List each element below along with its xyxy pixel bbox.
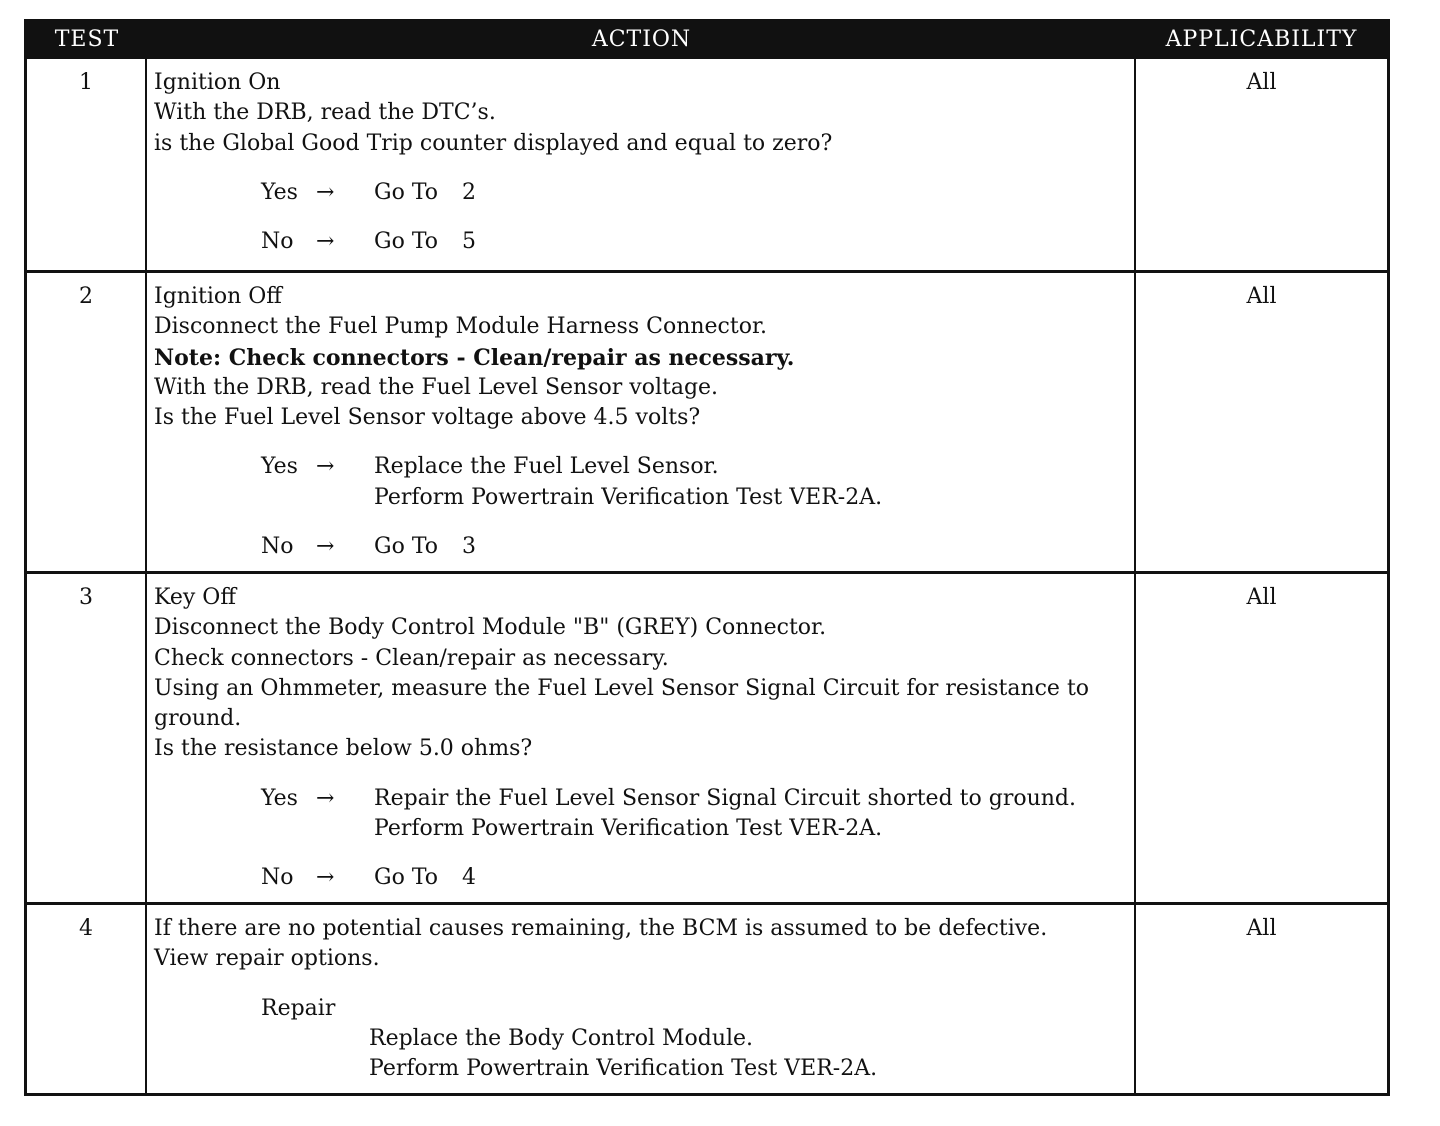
arrow-icon: →	[316, 865, 335, 891]
no-option	[261, 532, 1128, 562]
yes-result: Repair the Fuel Level Sensor Signal Circuit shorted to ground.	[374, 785, 1076, 811]
repair-line: Replace the Body Control Module.	[369, 1025, 754, 1051]
action-line: Is the resistance below 5.0 ohms?	[154, 736, 533, 762]
no-option	[261, 863, 1128, 893]
goto-label: Go To	[374, 179, 439, 205]
header-action: ACTION	[147, 19, 1136, 59]
no-label: No	[261, 534, 294, 560]
yes-result: Perform Powertrain Verification Test VER-2A.	[374, 484, 883, 510]
yes-label: Yes	[261, 454, 298, 480]
no-option	[261, 227, 1128, 257]
arrow-icon: →	[316, 785, 335, 811]
yes-option	[261, 178, 1128, 208]
action-line: Disconnect the Fuel Pump Module Harness Connector.	[154, 314, 768, 340]
action-line: Is the Fuel Level Sensor voltage above 4.5 volts?	[154, 405, 701, 431]
goto-label: Go To	[374, 534, 439, 560]
action-line: Using an Ohmmeter, measure the Fuel Level Sensor Signal Circuit for resistance to ground.	[154, 675, 1090, 732]
yes-result: Perform Powertrain Verification Test VER-2A.	[374, 816, 883, 842]
arrow-icon: →	[316, 229, 335, 255]
diagnostic-test-table	[24, 19, 1390, 1096]
goto-number: 3	[462, 534, 477, 560]
test-number-2: 2	[27, 270, 147, 571]
action-cell-4	[147, 902, 1136, 1093]
arrow-icon: →	[316, 454, 335, 480]
applicability-4: All	[1136, 902, 1387, 1093]
goto-number: 2	[462, 179, 477, 205]
action-cell-2	[147, 270, 1136, 571]
goto-label: Go To	[374, 229, 439, 255]
yes-result: Replace the Fuel Level Sensor.	[374, 454, 719, 480]
action-line: If there are no potential causes remaining, the BCM is assumed to be defective.	[154, 916, 1048, 941]
action-line: Ignition Off	[154, 284, 282, 309]
action-line: Disconnect the Body Control Module "B" (GREY) Connector.	[154, 615, 827, 641]
applicability-1: All	[1246, 70, 1277, 95]
test-number-1: 1	[27, 59, 147, 270]
goto-number: 4	[462, 865, 477, 891]
action-line: View repair options.	[154, 946, 380, 972]
action-line: Check connectors - Clean/repair as necessary.	[154, 645, 669, 671]
action-line: Ignition On	[154, 70, 281, 95]
arrow-icon: →	[316, 534, 335, 560]
goto-label: Go To	[374, 865, 439, 891]
action-line: Key Off	[154, 585, 236, 610]
repair-label: Repair	[261, 995, 336, 1021]
yes-label: Yes	[261, 179, 298, 205]
action-line: With the DRB, read the Fuel Level Sensor voltage.	[154, 374, 719, 400]
yes-label: Yes	[261, 785, 298, 811]
header-applicability: APPLICABILITY	[1136, 19, 1387, 59]
action-cell-1	[147, 59, 1136, 270]
yes-option	[261, 784, 1128, 845]
test-number-4: 4	[27, 902, 147, 1093]
yes-option	[261, 452, 1128, 513]
action-line: is the Global Good Trip counter displayed and equal to zero?	[154, 130, 833, 156]
applicability-2: All	[1136, 270, 1387, 571]
action-cell-3	[147, 571, 1136, 902]
applicability-3: All	[1136, 571, 1387, 902]
header-test: TEST	[27, 19, 147, 59]
test-number-3: 3	[27, 571, 147, 902]
no-label: No	[261, 229, 294, 255]
action-note: Note: Check connectors - Clean/repair as necessary.	[154, 344, 795, 371]
repair-line: Perform Powertrain Verification Test VER-2A.	[369, 1056, 878, 1082]
action-line: With the DRB, read the DTC’s.	[154, 100, 496, 126]
arrow-icon: →	[316, 179, 335, 205]
no-label: No	[261, 865, 294, 891]
goto-number: 5	[462, 229, 477, 255]
